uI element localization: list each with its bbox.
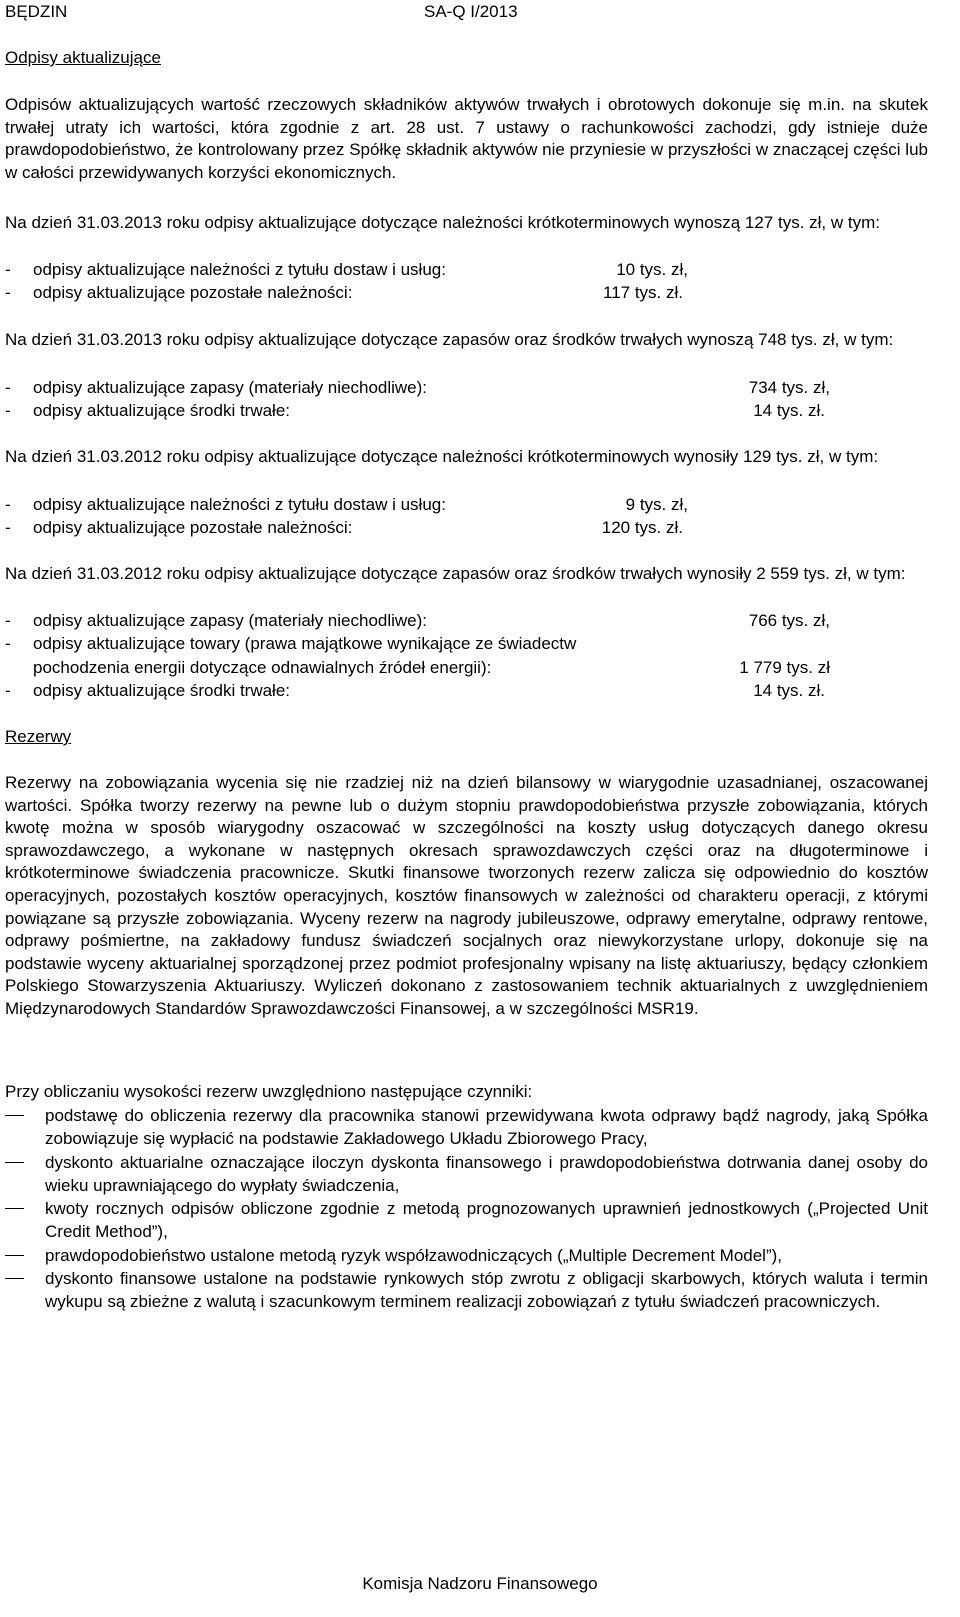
row-label: odpisy aktualizujące środki trwałe: bbox=[33, 680, 291, 700]
row-dash: - bbox=[5, 518, 11, 538]
row-dash: - bbox=[5, 260, 11, 279]
factor-text: dyskonto aktuarialne oznaczające iloczyn dyskonta finansowego i prawdopodobieństwa dotrwania danej osoby do wieku uprawniającego do wypłaty świadczenia, bbox=[45, 1152, 928, 1195]
company-name: BĘDZIN bbox=[5, 2, 68, 21]
block-2013-inventory-rows bbox=[5, 376, 928, 423]
dash-bullet-icon bbox=[5, 1255, 24, 1256]
write-off-row bbox=[5, 516, 928, 539]
row-dash: - bbox=[5, 495, 11, 514]
write-off-row bbox=[5, 258, 928, 281]
odpisy-intro-paragraph: Odpisów aktualizujących wartość rzeczowych składników aktywów trwałych i obrotowych dokonuje się m.in. na skutek trwałej utraty ich wartości, która zgodnie z art. 28 ust. 7 ustawy o rachunkowości zachodzi, gdy istnieje duże prawdopodobieństwo, że kontrolowany przez Spółkę składnik aktywów nie przyniesie w przyszłości w znaczącej części lub w całości przewidywanych korzyści ekonomicznych. bbox=[5, 95, 928, 182]
row-amount: 117 tys. zł. bbox=[603, 283, 683, 303]
block-2013-inventory-text: Na dzień 31.03.2013 roku odpisy aktualizujące dotyczące zapasów oraz środków trwałych wynoszą 748 tys. zł, w tym: bbox=[5, 330, 894, 349]
row-amount: 9 tys. zł, bbox=[625, 495, 688, 514]
write-off-row bbox=[5, 632, 928, 655]
factors-intro: Przy obliczaniu wysokości rezerw uwzględniono następujące czynniki: bbox=[5, 1082, 533, 1101]
row-label: odpisy aktualizujące towary (prawa majątkowe wynikające ze świadectw bbox=[33, 634, 577, 654]
dash-bullet-icon bbox=[5, 1208, 24, 1209]
factor-item bbox=[5, 1244, 928, 1267]
row-amount: 734 tys. zł, bbox=[748, 378, 830, 397]
block-2013-receivables-rows bbox=[5, 258, 928, 305]
row-label: odpisy aktualizujące zapasy (materiały niechodliwe): bbox=[33, 611, 428, 630]
row-dash: - bbox=[5, 378, 11, 397]
row-amount: 1 779 tys. zł bbox=[739, 657, 830, 677]
row-label: odpisy aktualizujące pozostałe należności: bbox=[33, 518, 353, 538]
factor-item bbox=[5, 1197, 928, 1244]
row-dash: - bbox=[5, 680, 11, 700]
row-dash: - bbox=[5, 283, 11, 303]
row-label: odpisy aktualizujące pozostałe należności: bbox=[33, 283, 353, 303]
factor-item bbox=[5, 1267, 928, 1314]
write-off-row bbox=[5, 656, 928, 679]
block-2012-inventory-rows bbox=[5, 609, 928, 702]
row-label: odpisy aktualizujące środki trwałe: bbox=[33, 401, 291, 421]
row-label: pochodzenia energii dotyczące odnawialnych źródeł energii): bbox=[33, 657, 492, 677]
dash-bullet-icon bbox=[5, 1278, 24, 1279]
row-dash: - bbox=[5, 634, 11, 654]
row-label: odpisy aktualizujące należności z tytułu dostaw i usług: bbox=[33, 495, 446, 514]
block-2012-inventory-text: Na dzień 31.03.2012 roku odpisy aktualizujące dotyczące zapasów oraz środków trwałych wynosiły 2 559 tys. zł, w tym: bbox=[5, 564, 906, 583]
page-header bbox=[5, 0, 933, 24]
factor-item bbox=[5, 1104, 928, 1151]
factor-text: kwoty rocznych odpisów obliczone zgodnie z metodą prognozowanych uprawnień jednostkowych („Projected Unit Credit Method”), bbox=[45, 1199, 928, 1242]
row-amount: 10 tys. zł, bbox=[616, 260, 688, 279]
factor-item bbox=[5, 1151, 928, 1198]
write-off-row bbox=[5, 679, 928, 702]
block-2013-receivables-text: Na dzień 31.03.2013 roku odpisy aktualizujące dotyczące należności krótkoterminowych wynoszą 127 tys. zł, w tym: bbox=[5, 213, 880, 232]
factors-list bbox=[5, 1104, 928, 1314]
row-dash: - bbox=[5, 611, 11, 630]
write-off-row bbox=[5, 493, 928, 516]
dash-bullet-icon bbox=[5, 1115, 24, 1116]
dash-bullet-icon bbox=[5, 1162, 24, 1163]
write-off-row bbox=[5, 399, 928, 422]
section-title-odpisy: Odpisy aktualizujące bbox=[5, 48, 161, 67]
write-off-row bbox=[5, 376, 928, 399]
block-2012-receivables-rows bbox=[5, 493, 928, 540]
factor-text: podstawę do obliczenia rezerwy dla pracownika stanowi przewidywana kwota odprawy bądź nagrody, jaką Spółka zobowiązuje się wypłacić na podstawie Zakładowego Układu Zbiorowego Pracy, bbox=[45, 1106, 928, 1149]
page-footer: Komisja Nadzoru Finansowego bbox=[362, 1574, 598, 1593]
write-off-row bbox=[5, 609, 928, 632]
row-dash: - bbox=[5, 401, 11, 421]
rezerwy-paragraph: Rezerwy na zobowiązania wycenia się nie rzadziej niż na dzień bilansowy w wiarygodnie uzasadnianej, oszacowanej wartości. Spółka tworzy rezerwy na pewne lub o dużym stopniu prawdopodobieństwa przyszłe zobowiązania, których kwotę można w sposób wiarygodny oszacować w szczególności na koszty usług dotyczących danego okresu sprawozdawczego, a wykonane w następnych okresach sprawozdawczych części oraz na długoterminowe i krótkoterminowe świadczenia pracownicze. Skutki finansowe tworzonych rezerw zalicza się odpowiednio do kosztów operacyjnych, pozostałych kosztów operacyjnych, kosztów finansowych w zależności od charakteru operacji, z którymi powiązane są przyszłe zobowiązania. Wyceny rezerw na nagrody jubileuszowe, odprawy emerytalne, odprawy rentowe, odprawy pośmiertne, na zakładowy fundusz świadczeń socjalnych oraz niewykorzystane urlopy, dokonuje się na podstawie wyceny aktuarialnej sporządzonej przez podmiot profesjonalny wpisany na listę aktuariuszy, będący członkiem Polskiego Stowarzyszenia Aktuariuszy. Wyliczeń dokonano z zastosowaniem technik aktuarialnych z uwzględnieniem Międzynarodowych Standardów Sprawozdawczości Finansowej, a w szczególności MSR19. bbox=[5, 773, 928, 1018]
row-amount: 766 tys. zł, bbox=[748, 611, 830, 630]
row-amount: 14 tys. zł. bbox=[753, 680, 825, 700]
row-amount: 14 tys. zł. bbox=[753, 401, 825, 421]
row-amount: 120 tys. zł. bbox=[601, 518, 683, 538]
row-label: odpisy aktualizujące zapasy (materiały niechodliwe): bbox=[33, 378, 428, 397]
section-title-rezerwy: Rezerwy bbox=[5, 727, 72, 746]
factor-text: prawdopodobieństwo ustalone metodą ryzyk współzawodniczących („Multiple Decrement Model”), bbox=[45, 1245, 783, 1265]
block-2012-receivables-text: Na dzień 31.03.2012 roku odpisy aktualizujące dotyczące należności krótkoterminowych wynosiły 129 tys. zł, w tym: bbox=[5, 447, 879, 466]
write-off-row bbox=[5, 281, 928, 304]
row-label: odpisy aktualizujące należności z tytułu dostaw i usług: bbox=[33, 260, 446, 279]
factor-text: dyskonto finansowe ustalone na podstawie rynkowych stóp zwrotu z obligacji skarbowych, których waluta i termin wykupu są zbieżne z walutą i szacunkowym terminem realizacji zobowiązań z tytułu świadczeń pracowniczych. bbox=[45, 1269, 928, 1312]
report-id: SA-Q I/2013 bbox=[424, 2, 518, 21]
